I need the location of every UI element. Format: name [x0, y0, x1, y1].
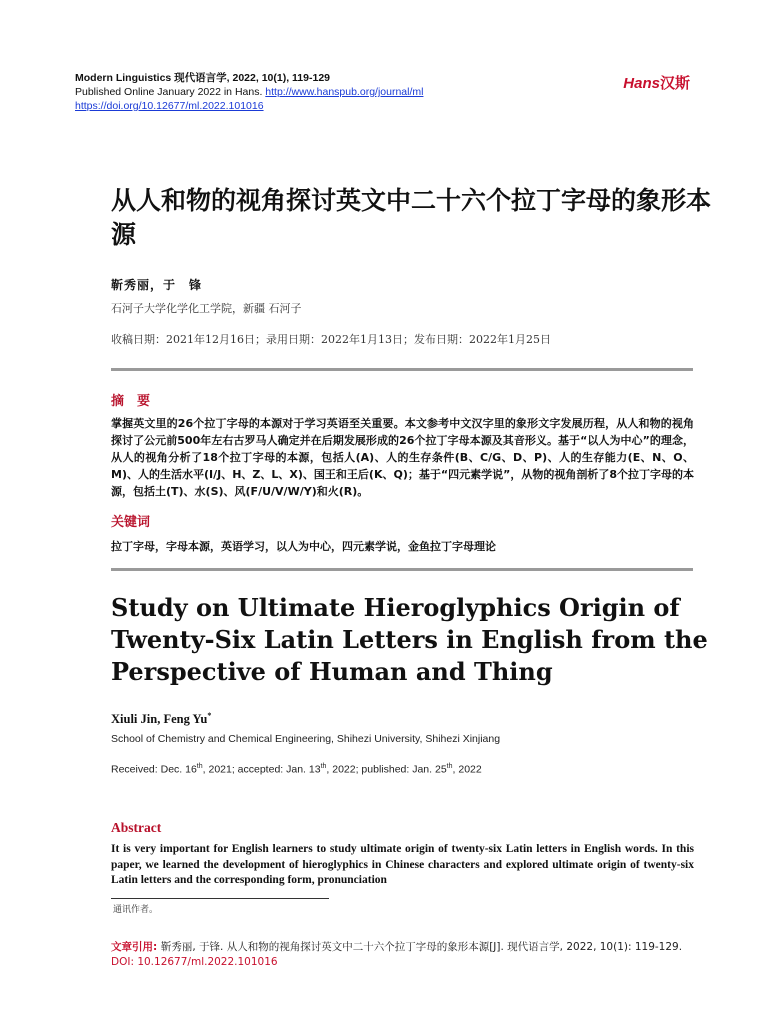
- citation-text: 靳秀丽, 于锋. 从人和物的视角探讨英文中二十六个拉丁字母的象形本源[J]. 现代语言学, 2022, 10(1): 119-129.: [160, 941, 683, 953]
- en-author-names: Xiuli Jin, Feng Yu: [111, 712, 208, 727]
- divider-top: [111, 368, 693, 371]
- journal-header: [75, 71, 695, 113]
- hans-logo: [623, 72, 690, 93]
- doi-link[interactable]: https://doi.org/10.12677/ml.2022.101016: [75, 100, 264, 112]
- accepted-date: , 2021; accepted: Jan. 13: [202, 763, 321, 776]
- corresponding-mark: *: [207, 711, 212, 720]
- en-affiliation: School of Chemistry and Chemical Engineering, Shihezi University, Shihezi Xinjiang: [111, 733, 501, 745]
- published-year: , 2022: [452, 763, 482, 776]
- journal-url-link[interactable]: http://www.hanspub.org/journal/ml: [265, 86, 424, 98]
- published-date: , 2022; published: Jan. 25: [326, 763, 447, 776]
- ordinal-3: th: [446, 763, 453, 770]
- en-abstract-heading: Abstract: [111, 820, 162, 835]
- ordinal-1: th: [196, 763, 203, 770]
- cn-title: 从人和物的视角探讨英文中二十六个拉丁字母的象形本源: [111, 186, 712, 249]
- published-prefix: Published Online January 2022 in Hans.: [75, 86, 266, 98]
- citation: [111, 940, 696, 970]
- citation-label: 文章引用:: [111, 941, 161, 953]
- en-abstract: It is very important for English learners to study ultimate origin of twenty-six Latin letters in English words. In this paper, we learned the development of hieroglyphics in Chinese characters and explored ultimate origin of twenty-six Latin letters and the corresponding form, pronunciation: [111, 843, 694, 886]
- cn-keywords-heading: 关键词: [111, 514, 151, 529]
- cn-keywords: 拉丁字母，字母本源，英语学习，以人为中心，四元素学说，金鱼拉丁字母理论: [111, 540, 496, 553]
- logo-latin: Hans: [623, 75, 660, 92]
- footnote: 通讯作者。: [113, 905, 159, 915]
- published-line: [75, 85, 695, 99]
- cn-authors: 靳秀丽，于 锋: [111, 278, 203, 292]
- ordinal-2: th: [320, 763, 327, 770]
- en-authors: [111, 711, 211, 727]
- cn-dates: 收稿日期：2021年12月16日；录用日期：2022年1月13日；发布日期：2022年1月25日: [111, 333, 551, 346]
- cn-abstract: 掌握英文里的26个拉丁字母的本源对于学习英语至关重要。本文参考中文汉字里的象形文字发展历程，从人和物的视角探讨了公元前500年左右古罗马人确定并在后期发展形成的26个拉丁字母本源及其音形义。基于“以人为中心”的理念，从人的视角分析了18个拉丁字母的本源，包括人(A)、人的生存条件(B、C/G、D、P)、人的生存能力(E、N、O、M)、人的生活水平(I/J、H、Z、L、X)、国王和王后(K、Q)；基于“四元素学说”，从物的视角剖析了8个拉丁字母的本源，包括土(T)、水(S)、风(F/U/V/W/Y)和火(R)。: [111, 417, 694, 498]
- cn-abstract-heading: 摘 要: [111, 393, 151, 408]
- journal-name: Modern Linguistics 现代语言学, 2022, 10(1), 119-129: [75, 72, 330, 84]
- logo-cn: 汉斯: [659, 75, 690, 92]
- cn-affiliation: 石河子大学化学化工学院，新疆 石河子: [111, 302, 302, 315]
- en-title: Study on Ultimate Hieroglyphics Origin of Twenty-Six Latin Letters in English from the Perspective of Human and Thing: [111, 593, 708, 686]
- divider-bottom: [111, 568, 693, 571]
- en-dates: [111, 763, 482, 776]
- received-date: Received: Dec. 16: [111, 763, 197, 776]
- footnote-rule: [111, 898, 329, 899]
- citation-doi[interactable]: DOI: 10.12677/ml.2022.101016: [111, 956, 278, 968]
